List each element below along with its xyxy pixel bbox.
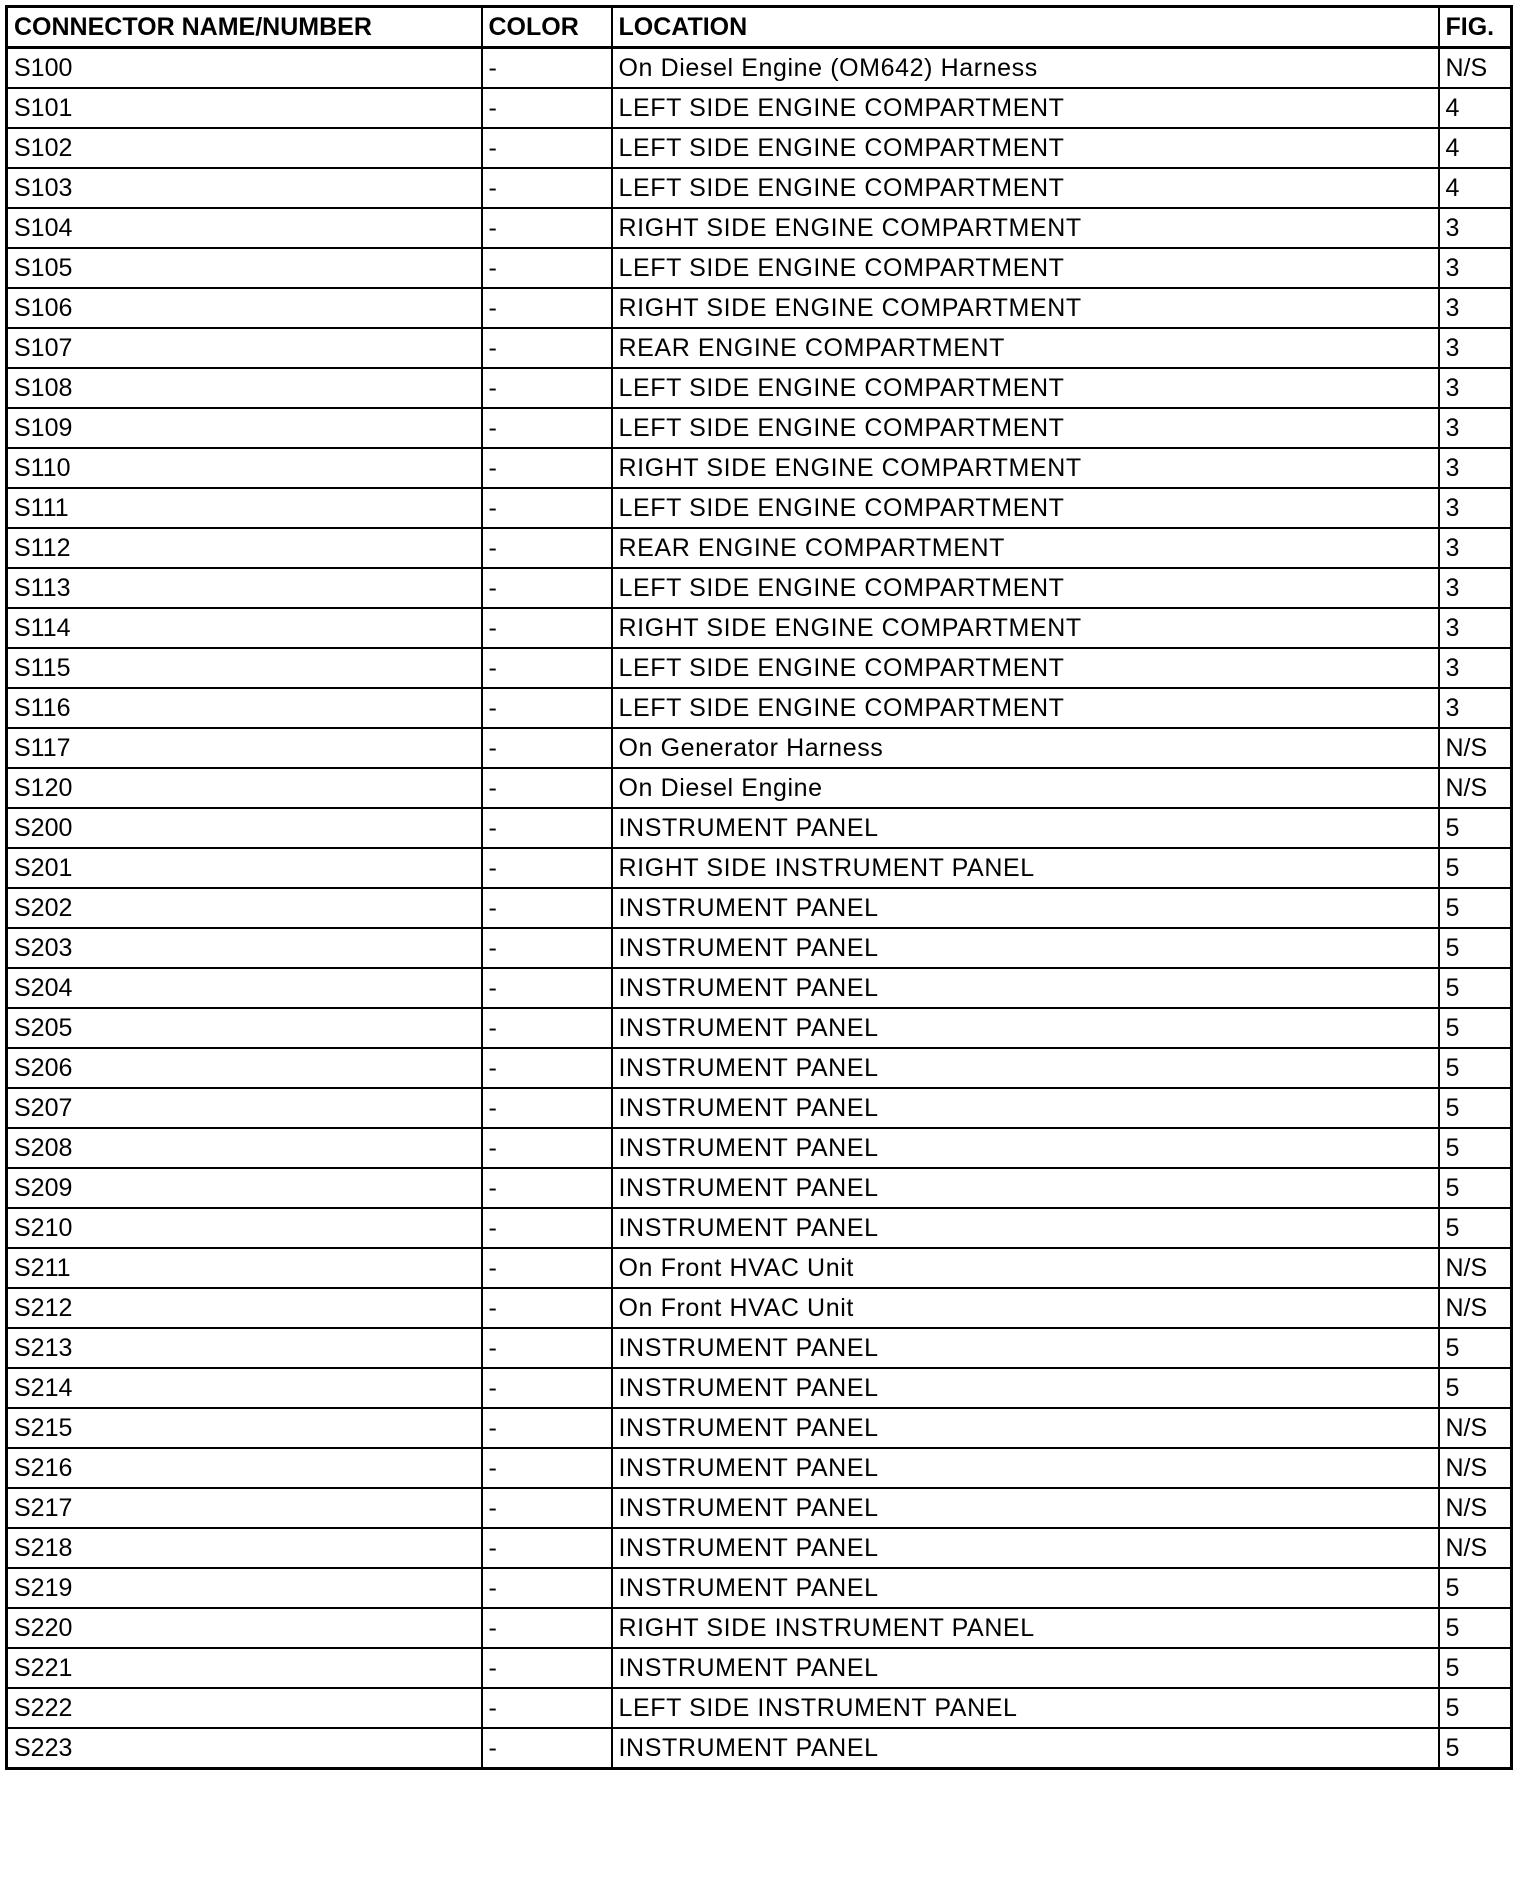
table-row: [7, 1528, 1512, 1568]
color-cell: -: [482, 248, 612, 288]
connector-name-cell: S221: [7, 1648, 482, 1688]
color-cell: -: [482, 728, 612, 768]
table-row: [7, 128, 1512, 168]
color-cell: -: [482, 448, 612, 488]
table-row: [7, 408, 1512, 448]
location-cell: LEFT SIDE ENGINE COMPARTMENT: [612, 88, 1439, 128]
header-fig: FIG.: [1439, 7, 1512, 48]
connector-location-table: [5, 5, 1513, 1770]
connector-name-cell: S208: [7, 1128, 482, 1168]
color-cell: -: [482, 168, 612, 208]
fig-cell: 5: [1439, 1128, 1512, 1168]
table-row: [7, 1568, 1512, 1608]
connector-name-cell: S114: [7, 608, 482, 648]
color-cell: -: [482, 408, 612, 448]
location-cell: LEFT SIDE ENGINE COMPARTMENT: [612, 568, 1439, 608]
color-cell: -: [482, 88, 612, 128]
table-row: [7, 1328, 1512, 1368]
fig-cell: N/S: [1439, 1408, 1512, 1448]
fig-cell: 4: [1439, 88, 1512, 128]
connector-name-cell: S207: [7, 1088, 482, 1128]
color-cell: -: [482, 688, 612, 728]
fig-cell: 5: [1439, 1328, 1512, 1368]
connector-name-cell: S108: [7, 368, 482, 408]
header-color: COLOR: [482, 7, 612, 48]
fig-cell: 3: [1439, 368, 1512, 408]
location-cell: INSTRUMENT PANEL: [612, 1208, 1439, 1248]
connector-name-cell: S215: [7, 1408, 482, 1448]
table-header-row: [7, 7, 1512, 48]
fig-cell: 5: [1439, 928, 1512, 968]
table-row: [7, 648, 1512, 688]
table-row: [7, 1248, 1512, 1288]
location-cell: LEFT SIDE ENGINE COMPARTMENT: [612, 128, 1439, 168]
fig-cell: 3: [1439, 568, 1512, 608]
color-cell: -: [482, 1408, 612, 1448]
connector-name-cell: S116: [7, 688, 482, 728]
fig-cell: 5: [1439, 1648, 1512, 1688]
fig-cell: 5: [1439, 1088, 1512, 1128]
location-cell: RIGHT SIDE INSTRUMENT PANEL: [612, 848, 1439, 888]
table-row: [7, 1368, 1512, 1408]
color-cell: -: [482, 768, 612, 808]
location-cell: INSTRUMENT PANEL: [612, 1048, 1439, 1088]
color-cell: -: [482, 1568, 612, 1608]
location-cell: INSTRUMENT PANEL: [612, 1128, 1439, 1168]
color-cell: -: [482, 1168, 612, 1208]
color-cell: -: [482, 208, 612, 248]
connector-name-cell: S202: [7, 888, 482, 928]
connector-name-cell: S210: [7, 1208, 482, 1248]
table-row: [7, 1608, 1512, 1648]
location-cell: RIGHT SIDE ENGINE COMPARTMENT: [612, 288, 1439, 328]
fig-cell: 5: [1439, 1008, 1512, 1048]
connector-name-cell: S101: [7, 88, 482, 128]
connector-name-cell: S203: [7, 928, 482, 968]
location-cell: RIGHT SIDE ENGINE COMPARTMENT: [612, 208, 1439, 248]
color-cell: -: [482, 488, 612, 528]
location-cell: INSTRUMENT PANEL: [612, 968, 1439, 1008]
fig-cell: N/S: [1439, 1248, 1512, 1288]
location-cell: LEFT SIDE ENGINE COMPARTMENT: [612, 648, 1439, 688]
table-row: [7, 1688, 1512, 1728]
location-cell: INSTRUMENT PANEL: [612, 928, 1439, 968]
color-cell: -: [482, 968, 612, 1008]
location-cell: INSTRUMENT PANEL: [612, 1328, 1439, 1368]
table-row: [7, 208, 1512, 248]
connector-name-cell: S206: [7, 1048, 482, 1088]
location-cell: RIGHT SIDE INSTRUMENT PANEL: [612, 1608, 1439, 1648]
connector-name-cell: S219: [7, 1568, 482, 1608]
color-cell: -: [482, 928, 612, 968]
color-cell: -: [482, 608, 612, 648]
location-cell: INSTRUMENT PANEL: [612, 1008, 1439, 1048]
table-row: [7, 1208, 1512, 1248]
fig-cell: N/S: [1439, 1288, 1512, 1328]
table-row: [7, 768, 1512, 808]
location-cell: LEFT SIDE ENGINE COMPARTMENT: [612, 488, 1439, 528]
fig-cell: 3: [1439, 328, 1512, 368]
connector-name-cell: S104: [7, 208, 482, 248]
location-cell: RIGHT SIDE ENGINE COMPARTMENT: [612, 448, 1439, 488]
location-cell: LEFT SIDE ENGINE COMPARTMENT: [612, 688, 1439, 728]
color-cell: -: [482, 1208, 612, 1248]
color-cell: -: [482, 888, 612, 928]
connector-name-cell: S106: [7, 288, 482, 328]
color-cell: -: [482, 328, 612, 368]
connector-name-cell: S214: [7, 1368, 482, 1408]
connector-name-cell: S105: [7, 248, 482, 288]
color-cell: -: [482, 1088, 612, 1128]
fig-cell: 5: [1439, 1368, 1512, 1408]
fig-cell: 5: [1439, 1208, 1512, 1248]
fig-cell: 5: [1439, 808, 1512, 848]
color-cell: -: [482, 1248, 612, 1288]
color-cell: -: [482, 1488, 612, 1528]
connector-name-cell: S211: [7, 1248, 482, 1288]
fig-cell: 3: [1439, 488, 1512, 528]
location-cell: LEFT SIDE ENGINE COMPARTMENT: [612, 248, 1439, 288]
table-row: [7, 1728, 1512, 1769]
fig-cell: 3: [1439, 408, 1512, 448]
fig-cell: 5: [1439, 968, 1512, 1008]
color-cell: -: [482, 1288, 612, 1328]
location-cell: INSTRUMENT PANEL: [612, 888, 1439, 928]
table-row: [7, 328, 1512, 368]
location-cell: INSTRUMENT PANEL: [612, 1408, 1439, 1448]
connector-name-cell: S115: [7, 648, 482, 688]
connector-name-cell: S205: [7, 1008, 482, 1048]
location-cell: REAR ENGINE COMPARTMENT: [612, 528, 1439, 568]
location-cell: LEFT SIDE ENGINE COMPARTMENT: [612, 368, 1439, 408]
table-row: [7, 1168, 1512, 1208]
connector-name-cell: S120: [7, 768, 482, 808]
location-cell: RIGHT SIDE ENGINE COMPARTMENT: [612, 608, 1439, 648]
fig-cell: 3: [1439, 288, 1512, 328]
fig-cell: 4: [1439, 168, 1512, 208]
location-cell: LEFT SIDE ENGINE COMPARTMENT: [612, 168, 1439, 208]
table-row: [7, 288, 1512, 328]
fig-cell: 5: [1439, 1168, 1512, 1208]
location-cell: LEFT SIDE INSTRUMENT PANEL: [612, 1688, 1439, 1728]
color-cell: -: [482, 648, 612, 688]
table-row: [7, 1408, 1512, 1448]
fig-cell: 3: [1439, 248, 1512, 288]
color-cell: -: [482, 128, 612, 168]
location-cell: INSTRUMENT PANEL: [612, 1368, 1439, 1408]
fig-cell: 5: [1439, 888, 1512, 928]
connector-name-cell: S222: [7, 1688, 482, 1728]
connector-name-cell: S201: [7, 848, 482, 888]
table-row: [7, 1008, 1512, 1048]
color-cell: -: [482, 1368, 612, 1408]
location-cell: INSTRUMENT PANEL: [612, 1568, 1439, 1608]
location-cell: INSTRUMENT PANEL: [612, 1648, 1439, 1688]
table-row: [7, 1088, 1512, 1128]
connector-name-cell: S213: [7, 1328, 482, 1368]
table-row: [7, 1448, 1512, 1488]
color-cell: -: [482, 808, 612, 848]
color-cell: -: [482, 848, 612, 888]
table-row: [7, 1128, 1512, 1168]
fig-cell: N/S: [1439, 1528, 1512, 1568]
location-cell: On Front HVAC Unit: [612, 1248, 1439, 1288]
connector-name-cell: S110: [7, 448, 482, 488]
color-cell: -: [482, 1128, 612, 1168]
fig-cell: 3: [1439, 448, 1512, 488]
fig-cell: 5: [1439, 1048, 1512, 1088]
fig-cell: 3: [1439, 648, 1512, 688]
location-cell: INSTRUMENT PANEL: [612, 1448, 1439, 1488]
header-connector-name: CONNECTOR NAME/NUMBER: [7, 7, 482, 48]
color-cell: -: [482, 1688, 612, 1728]
fig-cell: 5: [1439, 1728, 1512, 1769]
location-cell: INSTRUMENT PANEL: [612, 1728, 1439, 1769]
fig-cell: 3: [1439, 528, 1512, 568]
table-row: [7, 1648, 1512, 1688]
connector-name-cell: S209: [7, 1168, 482, 1208]
color-cell: -: [482, 1728, 612, 1769]
location-cell: On Front HVAC Unit: [612, 1288, 1439, 1328]
location-cell: INSTRUMENT PANEL: [612, 1088, 1439, 1128]
location-cell: INSTRUMENT PANEL: [612, 1528, 1439, 1568]
table-row: [7, 808, 1512, 848]
fig-cell: N/S: [1439, 48, 1512, 89]
table-row: [7, 88, 1512, 128]
table-row: [7, 968, 1512, 1008]
table-body: [7, 48, 1512, 1769]
table-row: [7, 728, 1512, 768]
fig-cell: 3: [1439, 688, 1512, 728]
connector-name-cell: S109: [7, 408, 482, 448]
connector-name-cell: S117: [7, 728, 482, 768]
location-cell: LEFT SIDE ENGINE COMPARTMENT: [612, 408, 1439, 448]
color-cell: -: [482, 528, 612, 568]
connector-name-cell: S112: [7, 528, 482, 568]
location-cell: INSTRUMENT PANEL: [612, 1168, 1439, 1208]
table-row: [7, 568, 1512, 608]
fig-cell: N/S: [1439, 1488, 1512, 1528]
table-row: [7, 48, 1512, 89]
table-row: [7, 688, 1512, 728]
connector-name-cell: S100: [7, 48, 482, 89]
fig-cell: N/S: [1439, 768, 1512, 808]
table-row: [7, 888, 1512, 928]
color-cell: -: [482, 1008, 612, 1048]
color-cell: -: [482, 368, 612, 408]
table-row: [7, 1048, 1512, 1088]
fig-cell: 5: [1439, 1568, 1512, 1608]
fig-cell: N/S: [1439, 728, 1512, 768]
table-row: [7, 928, 1512, 968]
color-cell: -: [482, 1448, 612, 1488]
location-cell: INSTRUMENT PANEL: [612, 808, 1439, 848]
color-cell: -: [482, 568, 612, 608]
fig-cell: 5: [1439, 848, 1512, 888]
table-row: [7, 448, 1512, 488]
color-cell: -: [482, 1048, 612, 1088]
fig-cell: 3: [1439, 208, 1512, 248]
fig-cell: N/S: [1439, 1448, 1512, 1488]
connector-name-cell: S217: [7, 1488, 482, 1528]
connector-name-cell: S216: [7, 1448, 482, 1488]
color-cell: -: [482, 48, 612, 89]
connector-name-cell: S102: [7, 128, 482, 168]
location-cell: INSTRUMENT PANEL: [612, 1488, 1439, 1528]
table-row: [7, 1288, 1512, 1328]
fig-cell: 5: [1439, 1688, 1512, 1728]
table-row: [7, 368, 1512, 408]
location-cell: On Diesel Engine (OM642) Harness: [612, 48, 1439, 89]
color-cell: -: [482, 1328, 612, 1368]
table-row: [7, 528, 1512, 568]
location-cell: On Generator Harness: [612, 728, 1439, 768]
fig-cell: 4: [1439, 128, 1512, 168]
connector-name-cell: S107: [7, 328, 482, 368]
table-row: [7, 168, 1512, 208]
connector-name-cell: S204: [7, 968, 482, 1008]
table-row: [7, 608, 1512, 648]
fig-cell: 3: [1439, 608, 1512, 648]
fig-cell: 5: [1439, 1608, 1512, 1648]
connector-name-cell: S200: [7, 808, 482, 848]
connector-name-cell: S113: [7, 568, 482, 608]
connector-name-cell: S223: [7, 1728, 482, 1769]
color-cell: -: [482, 1608, 612, 1648]
location-cell: REAR ENGINE COMPARTMENT: [612, 328, 1439, 368]
location-cell: On Diesel Engine: [612, 768, 1439, 808]
table-row: [7, 488, 1512, 528]
table-row: [7, 248, 1512, 288]
table-row: [7, 848, 1512, 888]
color-cell: -: [482, 1648, 612, 1688]
connector-name-cell: S212: [7, 1288, 482, 1328]
connector-name-cell: S218: [7, 1528, 482, 1568]
connector-name-cell: S103: [7, 168, 482, 208]
color-cell: -: [482, 288, 612, 328]
connector-name-cell: S111: [7, 488, 482, 528]
color-cell: -: [482, 1528, 612, 1568]
header-location: LOCATION: [612, 7, 1439, 48]
connector-name-cell: S220: [7, 1608, 482, 1648]
table-row: [7, 1488, 1512, 1528]
